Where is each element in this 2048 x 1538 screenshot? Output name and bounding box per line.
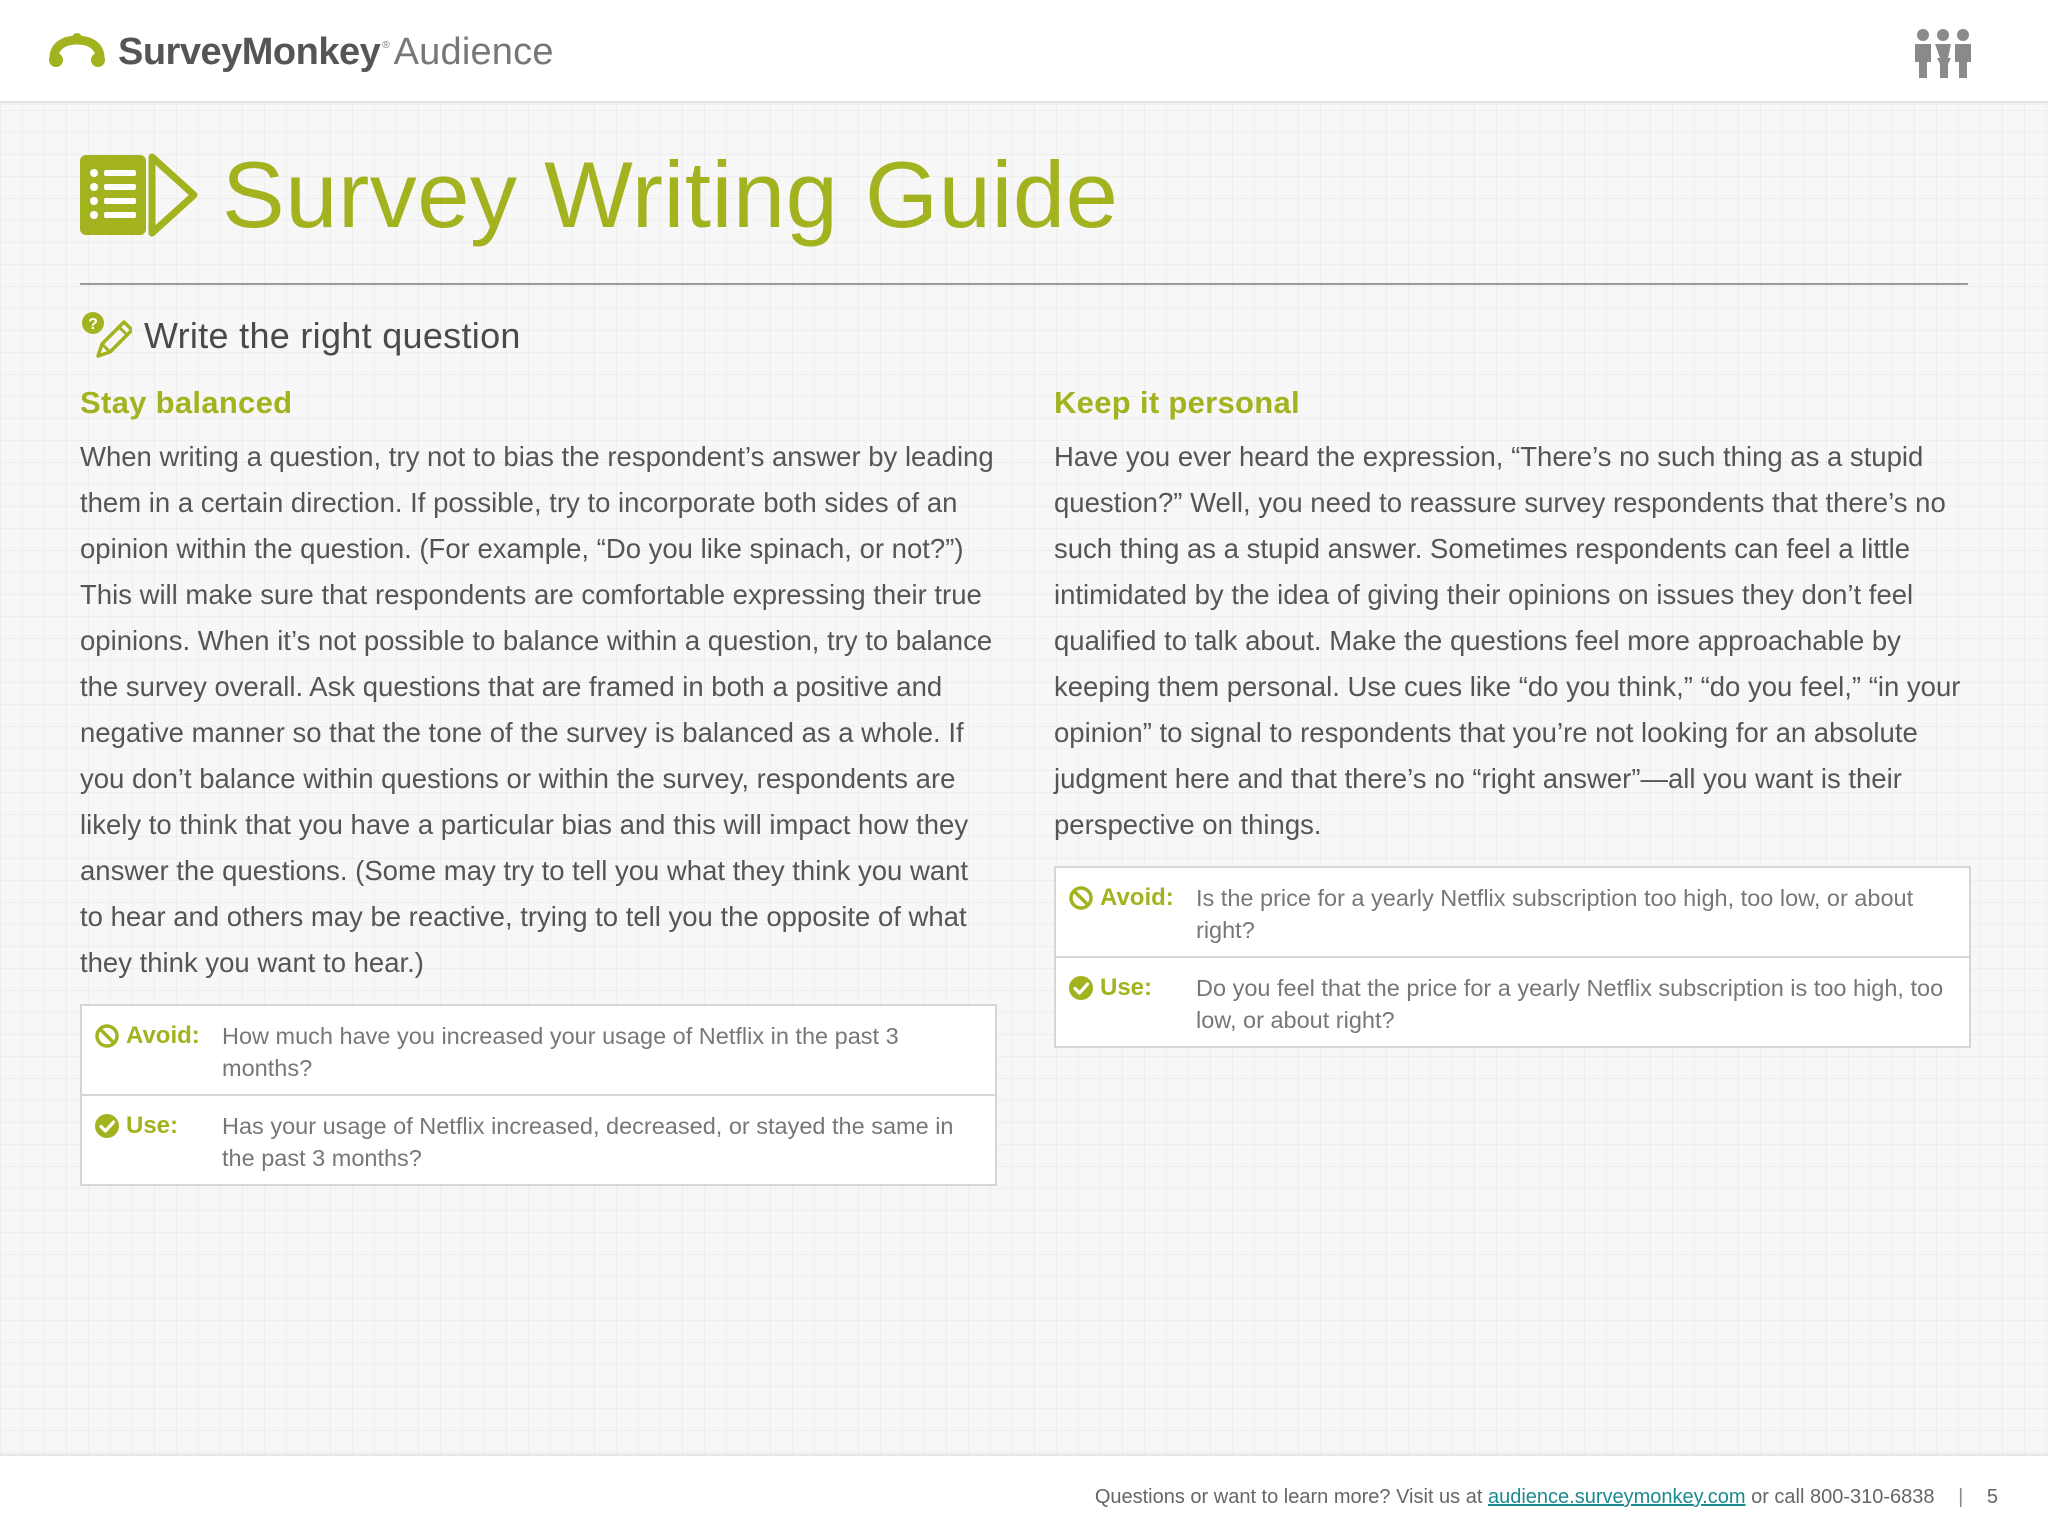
- brand-product: Audience: [393, 30, 554, 73]
- section-title: Write the right question: [144, 315, 521, 356]
- question-pencil-icon: [80, 310, 132, 362]
- avoid-text: Is the price for a yearly Netflix subscription too high, too low, or about right?: [1196, 885, 1914, 943]
- use-label: Use:: [1100, 974, 1153, 1001]
- avoid-label: Avoid:: [126, 1022, 200, 1049]
- people-group-icon: [1914, 28, 1972, 78]
- column-body: Have you ever heard the expression, “There’s no such thing as a stupid question?” Well, you need to reassure survey respondents that there’s no such thing as a stupid answer. Sometimes respondents can feel a little intimidated by the idea of giving their opinions on issues they don’t feel qualified to talk about. Make the questions feel more approachable by keeping them personal. Use cues like “do you think,” “do you feel,” “in your opinion” to signal to respondents that you’re not looking for an absolute judgment here and that there’s no “right answer”—all you want is their perspective on things.: [1054, 441, 1961, 840]
- brand[interactable]: [48, 26, 554, 78]
- use-row: [82, 1094, 995, 1184]
- footer-suffix: or call 800-310-6838: [1751, 1486, 1935, 1508]
- svg-text:?: ?: [88, 316, 98, 333]
- footer-contact: [1095, 1486, 1998, 1509]
- checkmark-circle-icon: [94, 1113, 120, 1139]
- footer-separator: |: [1958, 1486, 1964, 1508]
- use-text: Do you feel that the price for a yearly Netflix subscription is too high, too low, or about right?: [1196, 975, 1944, 1033]
- use-text: Has your usage of Netflix increased, decreased, or stayed the same in the past 3 months?: [222, 1113, 954, 1171]
- footer: [0, 1454, 2048, 1538]
- footer-link[interactable]: audience.surveymonkey.com: [1487, 1486, 1746, 1508]
- example-box: [80, 1004, 997, 1186]
- avoid-row: [1056, 868, 1969, 956]
- prohibited-icon: [1068, 885, 1094, 911]
- prohibited-icon: [94, 1023, 120, 1049]
- avoid-row: [82, 1006, 995, 1094]
- top-bar: [0, 0, 2048, 103]
- column-keep-it-personal: [1054, 380, 1969, 1048]
- brand-name: SurveyMonkey: [118, 30, 381, 73]
- brand-registered-mark: ®: [382, 40, 390, 51]
- use-row: [1056, 956, 1969, 1046]
- title-divider: [80, 283, 1968, 285]
- monkey-logo-icon: [48, 32, 106, 72]
- checkmark-circle-icon: [1068, 975, 1094, 1001]
- list-arrow-icon: [80, 153, 198, 237]
- column-body: When writing a question, try not to bias the respondent’s answer by leading them in a certain direction. If possible, try to incorporate both sides of an opinion within the question. (For example, “Do you like spinach, or not?”) This will make sure that respondents are comfortable expressing their true opinions. When it’s not possible to balance within a question, try to balance the survey overall. Ask questions that are framed in both a positive and negative manner so that the tone of the survey is balanced as a whole. If you don’t balance within questions or within the survey, respondents are likely to think that you have a particular bias and this will impact how they answer the questions. (Some may try to tell you what they think you want to hear and others may be reactive, trying to tell you the opposite of what they think you want to hear.): [80, 441, 994, 978]
- page-number: 5: [1986, 1486, 1998, 1508]
- footer-prefix: Questions or want to learn more? Visit us at: [1094, 1486, 1483, 1508]
- column-heading: Keep it personal: [1054, 385, 1300, 420]
- title-row: [80, 140, 1118, 250]
- avoid-label: Avoid:: [1100, 884, 1174, 911]
- column-heading: Stay balanced: [80, 385, 293, 420]
- avoid-text: How much have you increased your usage of Netflix in the past 3 months?: [222, 1023, 899, 1081]
- section-heading: [80, 310, 521, 362]
- use-label: Use:: [126, 1112, 179, 1139]
- column-stay-balanced: [80, 380, 995, 1186]
- example-box: [1054, 866, 1971, 1048]
- page-title: Survey Writing Guide: [222, 142, 1119, 247]
